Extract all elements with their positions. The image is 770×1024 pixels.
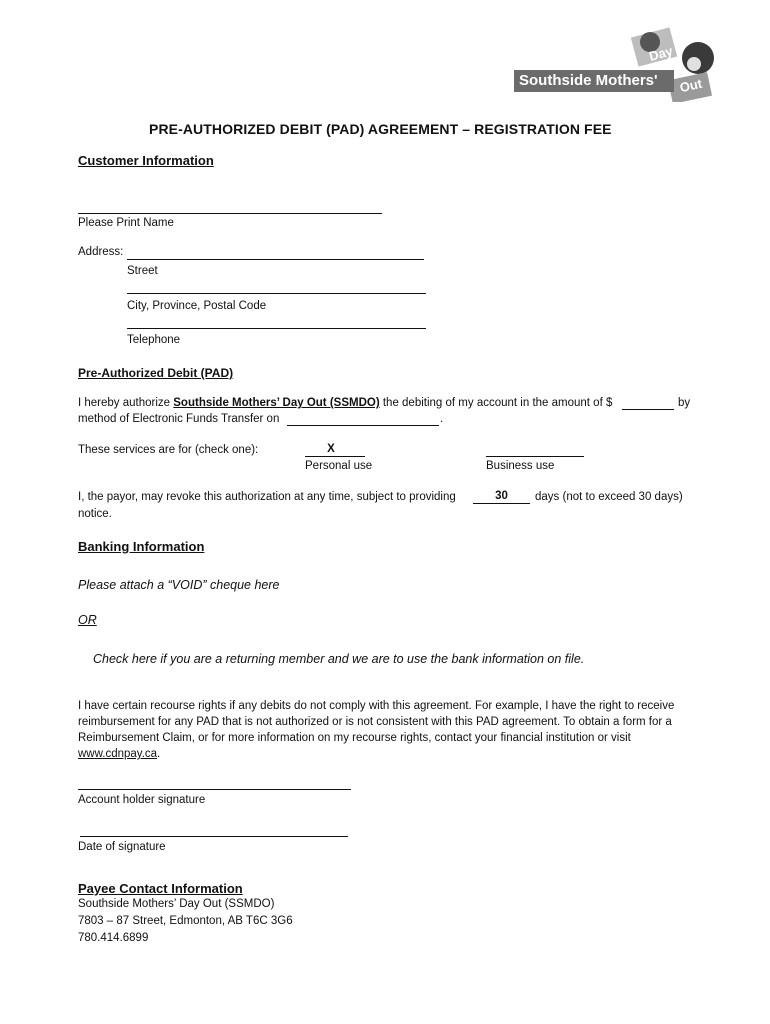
- street-label: Street: [127, 265, 158, 277]
- logo-tag-out: Out: [678, 75, 704, 96]
- method-label: method of Electronic Funds Transfer on: [78, 413, 280, 425]
- street-field[interactable]: [127, 259, 424, 260]
- telephone-field[interactable]: [127, 328, 426, 329]
- recourse-rights-body: I have certain recourse rights if any debits do not comply with this agreement. For example, I have the right to receive reimbursement for any PAD that is not authorized or is not consistent with this PAD agreement. To obtain a form for a Reimbursement Claim, or for more information on my recourse rights, contact your financial institution or visit: [78, 700, 675, 744]
- recourse-rights-text: [78, 698, 698, 762]
- page-title: PRE-AUTHORIZED DEBIT (PAD) AGREEMENT – REGISTRATION FEE: [149, 121, 612, 137]
- print-name-field[interactable]: [78, 213, 382, 214]
- revoke-notice: notice.: [78, 508, 112, 520]
- recourse-rights-end: .: [157, 748, 161, 760]
- city-province-postal-label: City, Province, Postal Code: [127, 300, 267, 312]
- account-holder-signature-label: Account holder signature: [78, 794, 206, 806]
- payee-phone: 780.414.6899: [78, 932, 149, 944]
- signature-date-label: Date of signature: [78, 841, 166, 853]
- banking-heading: Banking Information: [78, 539, 205, 554]
- logo-tag-day: Day: [647, 43, 675, 64]
- authorize-line: [78, 397, 612, 409]
- authorize-suffix: the debiting of my account in the amount of $: [379, 397, 613, 409]
- business-use-label: Business use: [486, 460, 555, 472]
- city-province-postal-field[interactable]: [127, 293, 426, 294]
- attach-void-cheque: Please attach a “VOID” cheque here: [78, 578, 280, 592]
- services-label: These services are for (check one):: [78, 444, 259, 456]
- personal-use-check[interactable]: [305, 456, 365, 457]
- address-label: Address:: [78, 246, 124, 258]
- revoke-suffix: days (not to exceed 30 days): [535, 491, 683, 503]
- authorize-by: by: [678, 397, 691, 409]
- transfer-date-field[interactable]: [287, 425, 439, 426]
- or-label: OR: [78, 613, 97, 627]
- personal-use-mark: X: [327, 443, 335, 455]
- pad-heading: Pre-Authorized Debit (PAD): [78, 366, 234, 380]
- returning-member-check[interactable]: Check here if you are a returning member and we are to use the bank information on file.: [93, 652, 585, 666]
- payee-name: Southside Mothers’ Day Out (SSMDO): [78, 898, 275, 910]
- payee-heading: Payee Contact Information: [78, 881, 243, 896]
- organization-logo: [508, 20, 723, 102]
- business-use-check[interactable]: [486, 456, 584, 457]
- personal-use-label: Personal use: [305, 460, 373, 472]
- telephone-label: Telephone: [127, 334, 181, 346]
- account-holder-signature-field[interactable]: [78, 789, 351, 790]
- payee-address: 7803 – 87 Street, Edmonton, AB T6C 3G6: [78, 915, 293, 927]
- cdnpay-link[interactable]: www.cdnpay.ca: [78, 748, 158, 760]
- signature-date-field[interactable]: [80, 836, 348, 837]
- notice-days-value: 30: [495, 490, 508, 502]
- revoke-prefix: I, the payor, may revoke this authorization at any time, subject to providing: [78, 491, 456, 503]
- customer-info-heading: Customer Information: [78, 153, 214, 168]
- notice-days-field[interactable]: [473, 503, 530, 504]
- authorize-org: Southside Mothers’ Day Out (SSMDO): [173, 397, 380, 409]
- method-end: .: [440, 413, 444, 425]
- logo-name: Southside Mothers': [514, 70, 674, 92]
- amount-field[interactable]: [622, 409, 674, 410]
- authorize-prefix: I hereby authorize: [78, 397, 174, 409]
- print-name-label: Please Print Name: [78, 217, 174, 229]
